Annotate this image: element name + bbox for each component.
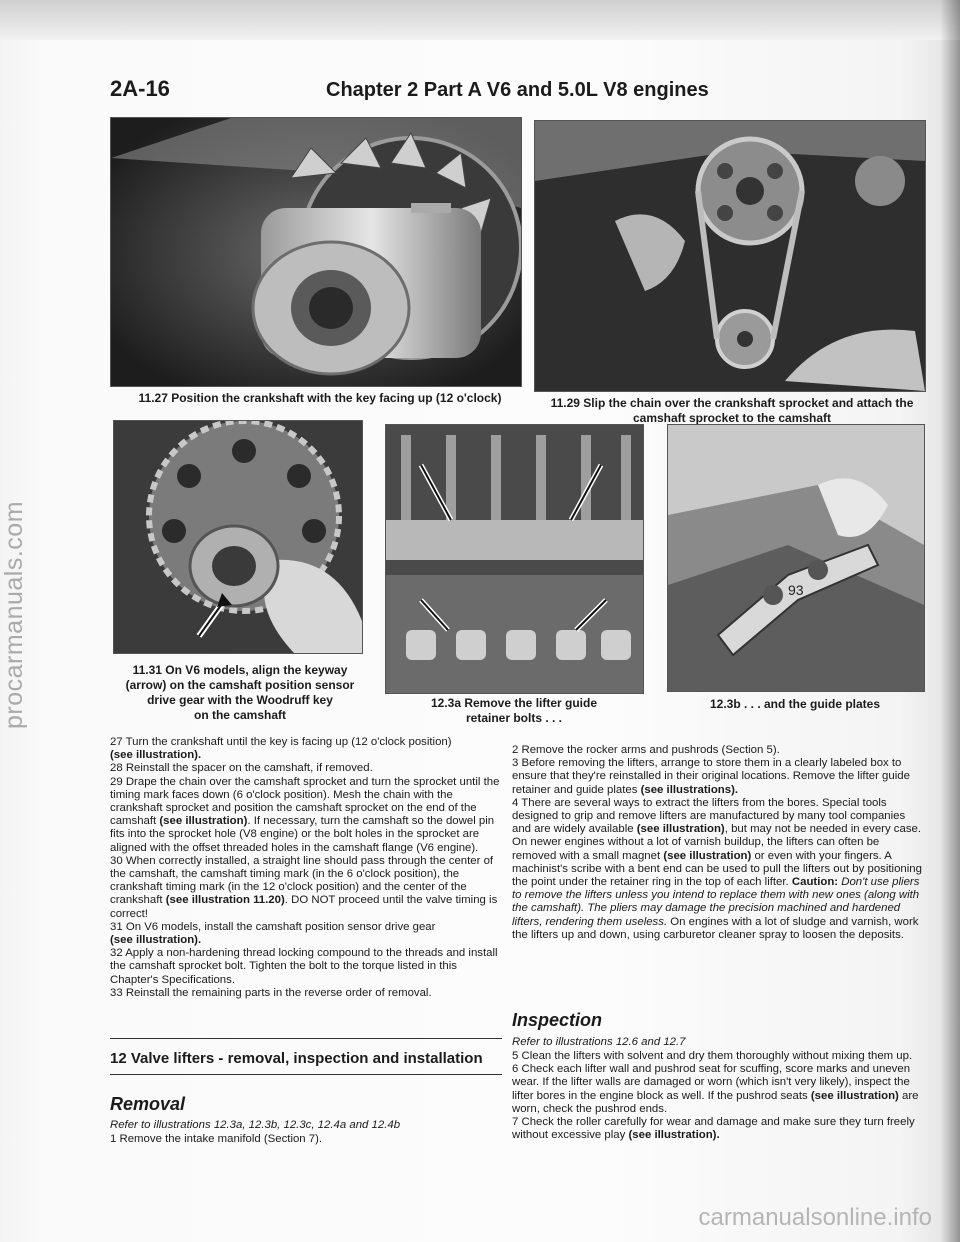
inspection-refer: Refer to illustrations 12.6 and 12.7 (512, 1036, 686, 1048)
caption-11-29-line1: 11.29 Slip the chain over the crankshaft sprocket and attach the (550, 396, 914, 410)
photo-12-3b-guide-plates (667, 424, 925, 692)
paragraph-6: 6 Check each lifter wall and pushrod seat for scuffing, score marks and uneven wear. If the lifter walls are damaged or worn (which isn't very likely), inspect the lifter bores in the engine block as well. If the pushrod seats (see illustration) are worn, check the pushrod ends. (512, 1063, 919, 1115)
section-12-heading: 12 Valve lifters - removal, inspection and installation (110, 1050, 483, 1067)
paragraph-5: 5 Clean the lifters with solvent and dry them thoroughly without mixing them up. (512, 1050, 913, 1062)
paragraph-28: 28 Reinstall the spacer on the camshaft, if removed. (110, 762, 373, 775)
left-text-column (110, 736, 502, 1000)
right-text-column-removal (512, 744, 922, 942)
paragraph-4: 4 There are several ways to extract the lifters from the bores. Special tools designed to grip and remove lifters are manufactured by many tool companies and are widely available (see illustration), but may not be needed in every case. On newer engines without a lot of varnish buildup, the lifters can often be removed with a small magnet (see illustration) or even with your fingers. A machinist's scribe with a bent end can be used to pull the lifters out by positioning the point under the retainer ring in the top of each lifter. Caution: Don't use pliers to remove the lifters unless you intend to replace them with new ones (along with the camshaft). The pliers may damage the precision machined and hardened lifters, rendering them useless. On engines with a lot of sludge and varnish, work the lifters up and down, using carburetor cleaner spray to loosen the deposits. (512, 796, 922, 941)
caption-12-3a-line2: retainer bolts . . . (465, 711, 563, 725)
footer-watermark: carmanualsonline.info (698, 1204, 932, 1231)
paragraph-33: 33 Reinstall the remaining parts in the reverse order of removal. (110, 986, 432, 999)
section-rule-top (110, 1038, 502, 1039)
caption-11-27: 11.27 Position the crankshaft with the key facing up (12 o'clock) (138, 391, 502, 405)
guide-plate-marking: 93 (788, 582, 804, 598)
photo-11-31-drive-gear (113, 420, 363, 654)
paragraph-29: 29 Drape the chain over the camshaft sprocket and turn the sprocket until the timing mark faces down (6 o'clock position). Mesh the chain with the crankshaft sprocket and position the camshaft sprocket on the end of the camshaft (see illustration). If necessary, turn the camshaft so the dowel pin fits into the sprocket hole (V8 engine) or the bolt holes in the sprocket are aligned with the offset threaded holes in the camshaft flange (V6 engine). (110, 775, 500, 854)
photo-12-3a-lifter-guide-bolts (385, 424, 644, 694)
caption-11-31-line4: on the camshaft (193, 708, 286, 722)
paragraph-1: 1 Remove the intake manifold (Section 7). (110, 1133, 323, 1145)
paragraph-27: 27 Turn the crankshaft until the key is facing up (12 o'clock position) (see illustration). (110, 736, 452, 762)
photo-11-27-crankshaft-key (110, 117, 522, 387)
crankshaft-sprocket-image (111, 118, 521, 386)
inspection-heading: Inspection (512, 1010, 603, 1030)
paragraph-32: 32 Apply a non-hardening thread locking compound to the threads and install the camshaft sprocket bolt. Tighten the bolt to the torque listed in this Chapter's Specifications. (110, 947, 498, 986)
removal-heading: Removal (110, 1094, 186, 1114)
caption-11-31-line2: (arrow) on the camshaft position sensor (125, 678, 355, 692)
removal-refer: Refer to illustrations 12.3a, 12.3b, 12.3c, 12.4a and 12.4b (110, 1119, 401, 1131)
photo-11-29-timing-chain (534, 120, 926, 392)
chapter-title: Chapter 2 Part A V6 and 5.0L V8 engines (326, 79, 709, 101)
paragraph-30: 30 When correctly installed, a straight line should pass through the center of the camshaft, the camshaft timing mark (in the 6 o'clock position), the crankshaft timing mark (in the 12 o'clock position) and the center of the crankshaft (see illustration 11.20). DO NOT proceed until the valve timing is correct! (110, 854, 498, 920)
timing-chain-image (535, 121, 925, 391)
caption-11-29-line2: camshaft sprocket to the camshaft (632, 411, 832, 425)
section-rule-bottom (110, 1074, 502, 1075)
scan-top-shadow (0, 0, 960, 40)
paragraph-2: 2 Remove the rocker arms and pushrods (Section 5). (512, 744, 780, 756)
page-number: 2A-16 (110, 76, 170, 101)
guide-plate-image (668, 425, 924, 691)
caption-12-3b: 12.3b . . . and the guide plates (709, 697, 881, 711)
side-watermark: procarmanuals.com (0, 500, 28, 730)
lifter-guide-image (386, 425, 643, 693)
caption-12-3a-line1: 12.3a Remove the lifter guide (430, 696, 598, 710)
book-spine-shadow (940, 0, 960, 1242)
paragraph-31: 31 On V6 models, install the camshaft position sensor drive gear (see illustration). (110, 920, 436, 947)
right-text-column-inspection (512, 1050, 922, 1142)
drive-gear-image (114, 421, 362, 653)
paragraph-7: 7 Check the roller carefully for wear and damage and make sure they turn freely without excessive play (see illustration). (512, 1116, 915, 1142)
caption-11-31-line1: 11.31 On V6 models, align the keyway (132, 663, 348, 677)
caption-11-31-line3: drive gear with the Woodruff key (147, 693, 333, 707)
paragraph-3: 3 Before removing the lifters, arrange to store them in a clearly labeled box to ensure that they're reinstalled in their original locations. Remove the lifter guide retainer and guide plates (see illustrations). (512, 757, 910, 796)
